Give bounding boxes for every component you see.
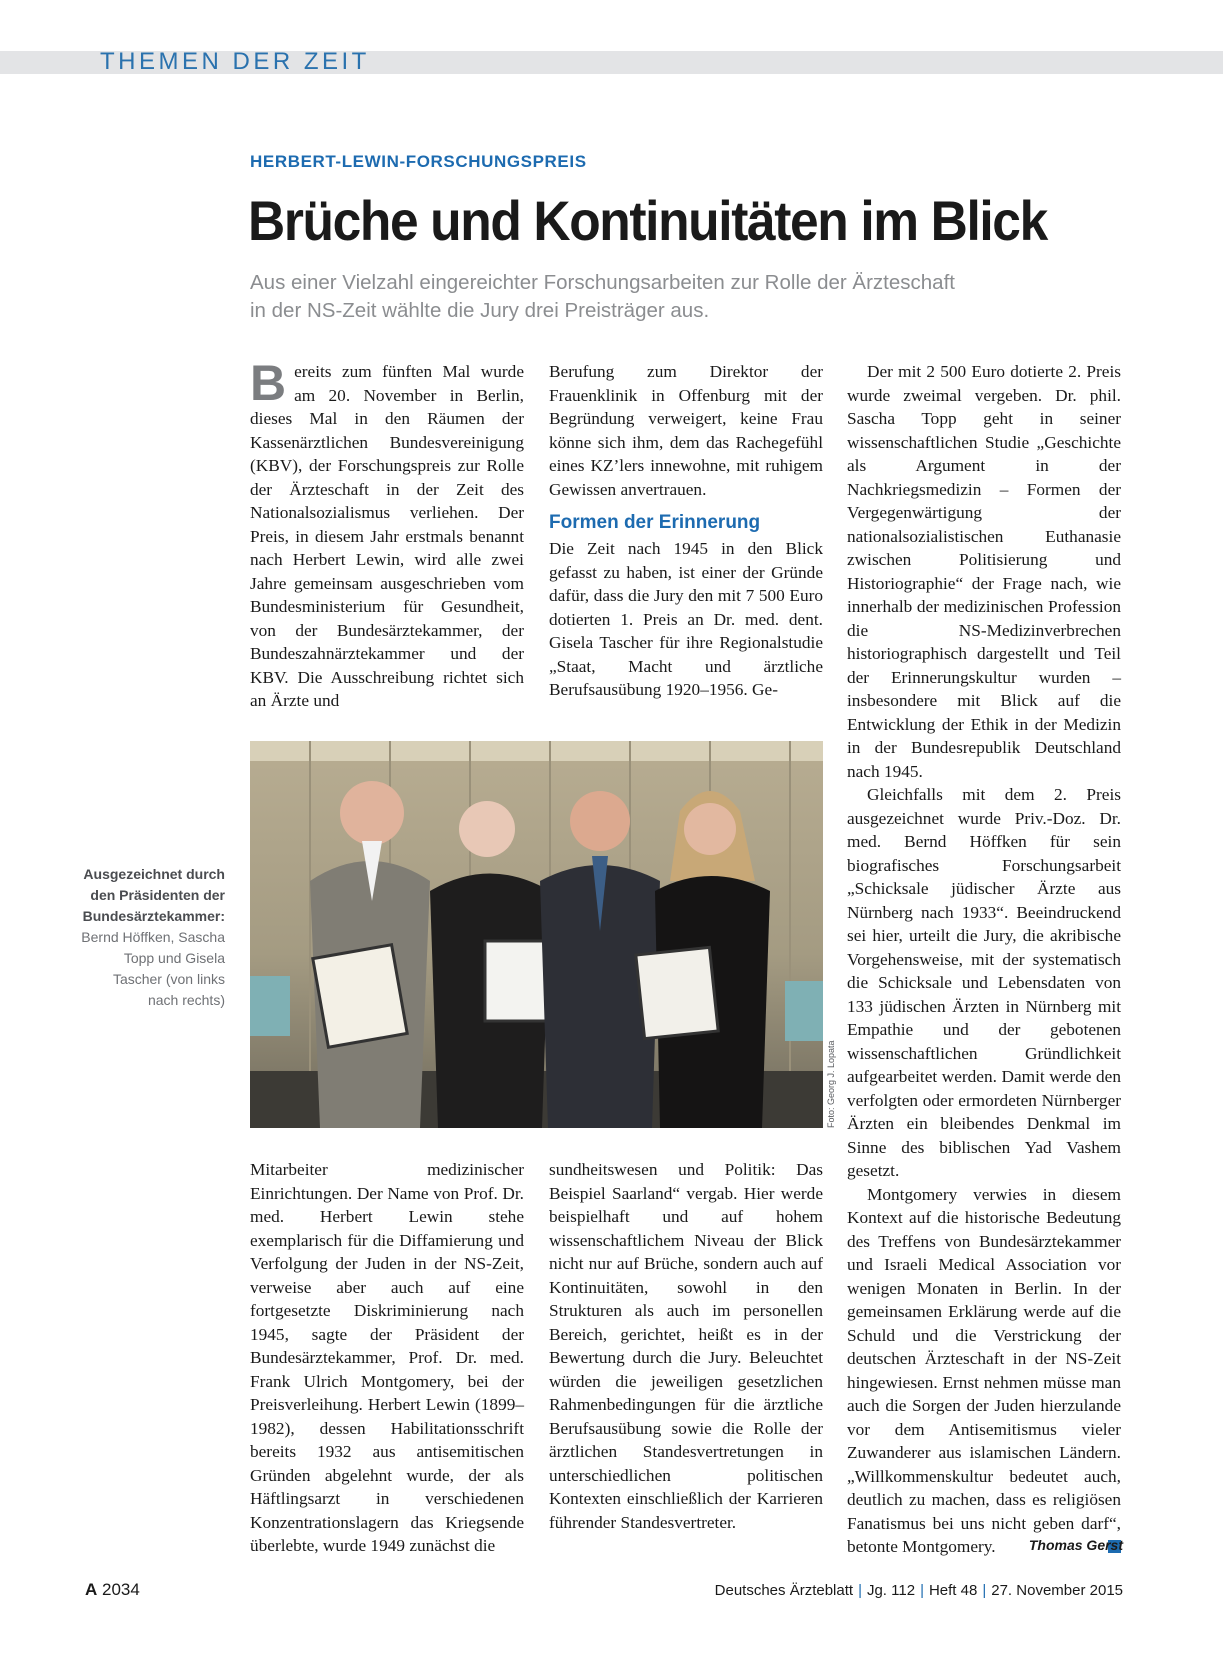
column-1-bottom: [250, 1158, 524, 1553]
body-paragraph: Mitarbeiter medizinischer Einrichtungen. Der Name von Prof. Dr. med. Herbert Lewin stehe exemplarisch für die Diffamierung und Verfolgung der Juden in der NS-Zeit, verweise aber auch auf eine fortgesetzte Diskriminierung nach 1945, sagte der Präsident der Bundesärztekammer, Prof. Dr. med. Frank Ulrich Montgomery, bei der Preisverleihung. Herbert Lewin (1899–1982), dessen Habilitationsschrift bereits 1932 aus antisemitischen Gründen abgelehnt wurde, der als Häftlingsarzt in verschiedenen Konzentrationslagern das Kriegsende überlebte, wurde 1949 zunächst die: [250, 1160, 524, 1555]
body-text: ereits zum fünften Mal wurde am 20. November in Berlin, dieses Mal in den Räumen der Kassenärztlichen Bundesvereinigung (KBV), der Forschungspreis zur Rolle der Ärzteschaft in der Zeit des Nationalsozialismus verliehen. Der Preis, in diesem Jahr erstmals benannt nach Herbert Lewin, wird alle zwei Jahre gemeinsam ausgeschrieben vom Bundesministerium für Gesundheit, von der Bundesärztekammer, der Bundeszahnärztekammer und der KBV. Die Ausschreibung richtet sich an Ärzte und: [250, 362, 524, 710]
award-photo: [250, 741, 823, 1128]
caption-text: Bernd Höffken, Sascha Topp und Gisela Tascher (von links nach rechts): [81, 929, 225, 1008]
article-headline: Brüche und Kontinuitäten im Blick: [248, 189, 1047, 252]
page-number-value: 2034: [102, 1580, 140, 1599]
column-2-bottom: [549, 1158, 823, 1553]
body-paragraph: Gleichfalls mit dem 2. Preis ausgezeichnet wurde Priv.-Doz. Dr. med. Bernd Höffken für sein biografisches Forschungsarbeit „Schicksale jüdischer Ärzte aus Nürnberg nach 1933“. Beeindruckend sei hier, urteilt die Jury, die akribische Vorgehensweise, mit der systematisch die Schicksale und Lebensdaten von 133 jüdischen Ärzten in Nürnberg mit Empathie und der gebotenen wissenschaftlichen Gründlichkeit aufgearbeitet werden. Damit werde den verfolgten oder ermordeten Nürnberger Ärzten ein bleibendes Denkmal im Sinne des biblischen Yad Vashem gesetzt.: [847, 785, 1121, 1180]
page-prefix: A: [85, 1580, 98, 1599]
column-1-top: [250, 355, 524, 712]
body-paragraph: [847, 1183, 1121, 1559]
photo-caption: [80, 864, 225, 1011]
section-label: THEMEN DER ZEIT: [100, 48, 370, 75]
caption-lead: Ausgezeichnet durch den Präsidenten der Bundesärztekammer:: [82, 866, 225, 924]
column-2-top: [549, 360, 823, 712]
page-number: [85, 1580, 140, 1600]
article-kicker: HERBERT-LEWIN-FORSCHUNGSPREIS: [250, 152, 587, 171]
body-text: Montgomery verwies in diesem Kontext auf die historische Bedeutung des Treffens von Bundesärztekammer und Israeli Medical Association vor wenigen Monaten in Berlin. In der gemeinsamen Erklärung werde auf die Schuld und die Verstrickung der deutschen Ärzteschaft in der NS-Zeit hingewiesen. Ernst nehmen müsse man auch die Sorgen der Juden hierzulande vor dem Antisemitismus vieler Zuwanderer aus islamischen Ländern. „Willkommenskultur bedeutet auch, deutlich zu machen, dass es religiösen Fanatismus bei uns nicht geben darf“, betonte Montgomery.: [847, 1184, 1121, 1556]
volume: Jg. 112: [866, 1582, 916, 1599]
publication-name: Deutsches Ärzteblatt: [714, 1582, 854, 1599]
issue: Heft 48: [928, 1582, 978, 1599]
body-paragraph: sundheitswesen und Politik: Das Beispiel Saarland“ vergab. Hier werde beispielhaft und auf hohem wissenschaftlichem Niveau der Blick nicht nur auf Brüche, sondern auch auf Kontinuitäten, sowohl in den Strukturen als auch im personellen Bereich, gerichtet, heißt es in der Bewertung durch die Jury. Beleuchtet würden die jeweiligen gesetzlichen Rahmenbedingungen für die ärztliche Berufsausübung sowie die Rolle der ärztlichen Standesvertretungen in unterschiedlichen politischen Kontexten einschließlich der Karrieren führender Standesvertreter.: [549, 1160, 823, 1532]
photo-credit: Foto: Georg J. Lopata: [826, 1040, 836, 1128]
author-byline: Thomas Gerst: [1028, 1537, 1123, 1553]
publication-footer: Deutsches Ärzteblatt | Jg. 112 | Heft 48 | 27. November 2015: [714, 1582, 1123, 1599]
drop-cap: B: [250, 355, 287, 411]
subheading: Formen der Erinnerung: [549, 512, 761, 533]
body-paragraph: Der mit 2 500 Euro dotierte 2. Preis wurde zweimal vergeben. Dr. phil. Sascha Topp geht in seiner wissenschaftlichen Studie „Geschichte als Argument in der Nachkriegsmedizin – Formen der Vergegenwärtigung der nationalsozialistischen Euthanasie zwischen Politisierung und Historiographie“ der Frage nach, wie innerhalb der medizinischen Profession die NS-Medizinverbrechen historiographisch dargestellt und Teil der Erinnerungskultur wurden – insbesondere mit Blick auf die Entwicklung der Ethik in der Medizin in der Bundesrepublik Deutschland nach 1945.: [847, 362, 1121, 781]
issue-date: 27. November 2015: [991, 1582, 1123, 1599]
body-paragraph: Die Zeit nach 1945 in den Blick gefasst zu haben, ist einer der Gründe dafür, dass die Jury den mit 7 500 Euro dotierten 1. Preis an Dr. med. dent. Gisela Tascher für ihre Regionalstudie „Staat, Macht und ärztliche Berufsausübung 1920–1956. Ge-: [549, 539, 823, 699]
article-standfirst: Aus einer Vielzahl eingereichter Forschungsarbeiten zur Rolle der Ärzteschaft in der NS-Zeit wählte die Jury drei Preisträger aus.: [250, 271, 955, 322]
body-paragraph: Berufung zum Direktor der Frauenklinik in Offenburg mit der Begründung verweigert, keine Frau könne sich ihm, dem das Rachegefühl eines KZ’lers innewohne, mit ruhigem Gewissen anvertrauen.: [549, 362, 823, 499]
